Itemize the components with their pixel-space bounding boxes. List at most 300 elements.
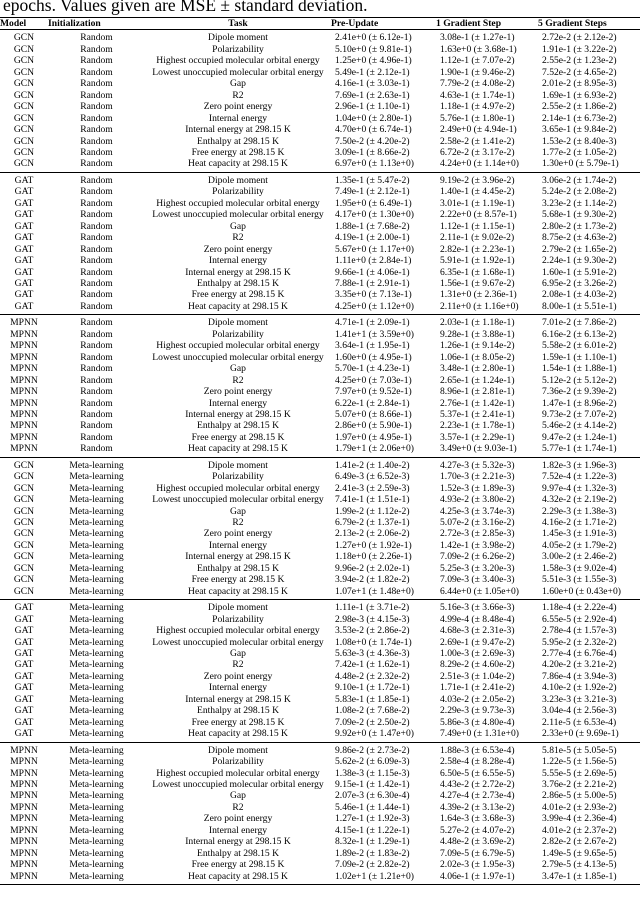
table-row [0,705,640,716]
initialization-cell: Meta-learning [69,539,124,551]
model-cell: GAT [14,648,34,660]
one-step-cell: 3.08e-1 (± 1.27e-1) [440,32,515,44]
five-steps-cell: 2.77e-4 (± 6.76e-4) [542,648,617,660]
initialization-cell: Random [80,420,113,432]
five-steps-cell: 1.49e-5 (± 9.65e-5) [542,847,617,859]
model-cell: GAT [0,172,48,186]
model-cell: GCN [13,124,35,136]
pre-update-cell: 1.08e+0 (± 1.74e-1) [335,636,412,648]
model-cell: MPNN [10,408,38,420]
pre-update-cell: 1.88e-1 (± 7.68e-2) [335,220,410,232]
five-steps-cell: 5.58e-2 (± 6.01e-2) [542,340,617,352]
initialization-cell: Random [80,443,113,455]
model-cell: MPNN [10,397,38,409]
table-row [0,813,640,824]
pre-update-cell: 5.62e-2 (± 6.09e-3) [335,756,410,768]
five-steps-cell: 1.69e-1 (± 6.93e-2) [542,89,617,101]
task-cell: Free energy at 298.15 K [191,716,285,728]
table-row [0,113,640,124]
task-cell: Enthalpy at 298.15 K [196,705,280,717]
pre-update-cell: 9.66e-1 (± 4.06e-1) [335,266,410,278]
one-step-cell: 1.64e-3 (± 3.68e-3) [440,813,515,825]
initialization-cell: Random [80,255,113,267]
task-cell: Dipole moment [145,315,331,329]
one-step-cell: 1.40e-1 (± 4.45e-2) [440,186,515,198]
task-cell: Free energy at 298.15 K [191,431,285,443]
table-row [0,742,640,756]
table-row [0,457,640,471]
table-row [0,267,640,278]
pre-update-cell: 5.49e-1 (± 2.12e-1) [335,66,410,78]
one-step-cell: 1.18e-1 (± 4.97e-2) [440,101,515,113]
five-steps-cell: 5.12e-2 (± 5.12e-2) [542,374,617,386]
five-steps-cell: 7.52e-4 (± 1.22e-3) [542,471,617,483]
model-cell: GCN [13,585,35,597]
initialization-cell: Meta-learning [69,728,124,740]
five-steps-cell: 9.47e-2 (± 1.24e-1) [542,431,617,443]
task-cell: Highest occupied molecular orbital energy [156,767,320,779]
task-cell: Highest occupied molecular orbital energy [156,625,320,637]
five-steps-cell: 6.55e-5 (± 2.92e-4) [542,613,617,625]
five-steps-cell: 4.10e-2 (± 1.92e-2) [542,682,617,694]
pre-update-cell: 1.04e+0 (± 2.80e-1) [335,112,412,124]
pre-update-cell: 1.89e-2 (± 1.83e-2) [335,847,410,859]
table-row [0,694,640,705]
one-step-cell: 4.68e-3 (± 2.31e-3) [440,625,515,637]
one-step-cell: 7.79e-2 (± 4.08e-2) [440,78,515,90]
pre-update-cell: 3.35e+0 (± 7.13e-1) [335,289,412,301]
model-cell: GAT [14,682,34,694]
task-cell: Internal energy at 298.15 K [185,693,291,705]
table-row [0,172,640,186]
task-cell: Polarizability [212,613,264,625]
five-steps-cell: 3.23e-3 (± 3.21e-3) [542,693,617,705]
initialization-cell: Random [80,397,113,409]
task-cell: Heat capacity at 298.15 K [188,443,288,455]
five-steps-cell: 3.99e-4 (± 2.36e-4) [542,813,617,825]
initialization-cell: Meta-learning [69,505,124,517]
task-cell: Internal energy at 298.15 K [185,551,291,563]
pre-update-cell: 1.08e-2 (± 7.68e-2) [335,705,410,717]
task-cell: Internal energy at 298.15 K [185,124,291,136]
five-steps-cell: 7.01e-2 (± 7.86e-2) [538,315,640,329]
model-cell: MPNN [10,859,38,871]
one-step-cell: 5.86e-3 (± 4.80e-4) [440,716,515,728]
one-step-cell: 2.69e-1 (± 9.47e-2) [440,636,515,648]
pre-update-cell: 2.41e+0 (± 6.12e-1) [335,32,412,44]
initialization-cell: Random [80,266,113,278]
one-step-cell: 3.49e+0 (± 9.03e-1) [440,443,517,455]
one-step-cell: 4.27e-4 (± 2.73e-4) [440,790,515,802]
five-steps-cell: 2.11e-5 (± 6.53e-4) [542,716,617,728]
task-cell: Gap [230,505,246,517]
five-steps-cell: 6.95e-2 (± 3.26e-2) [542,277,617,289]
table-row [0,648,640,659]
pre-update-cell: 1.07e+1 (± 1.48e+0) [335,585,414,597]
task-cell: Internal energy at 298.15 K [185,408,291,420]
one-step-cell: 2.65e-1 (± 1.24e-1) [440,374,515,386]
task-cell: Free energy at 298.15 K [191,146,285,158]
model-cell: GCN [13,32,35,44]
initialization-cell: Meta-learning [48,600,145,614]
table-row [0,790,640,801]
pre-update-cell: 7.42e-1 (± 1.62e-1) [335,659,410,671]
table-caption: epochs. Values given are MSE ± standard deviation. [3,0,368,15]
pre-update-cell: 5.46e-1 (± 1.44e-1) [335,801,410,813]
pre-update-cell: 5.83e-1 (± 1.85e-1) [335,693,410,705]
model-cell: GAT [14,613,34,625]
model-cell: MPNN [0,315,48,329]
one-step-cell: 5.07e-2 (± 3.16e-2) [440,517,515,529]
task-cell: Dipole moment [145,600,331,614]
pre-update-cell: 4.71e-1 (± 2.09e-1) [331,315,436,329]
initialization-cell: Random [80,32,113,44]
one-step-cell: 2.22e+0 (± 8.57e-1) [440,209,517,221]
task-cell: Heat capacity at 298.15 K [188,585,288,597]
task-cell: Heat capacity at 298.15 K [188,300,288,312]
one-step-cell: 7.09e-3 (± 3.40e-3) [440,574,515,586]
task-cell: Enthalpy at 298.15 K [196,562,280,574]
five-steps-cell: 1.54e-1 (± 1.88e-1) [542,363,617,375]
table-row [0,315,640,329]
one-step-cell: 1.71e-1 (± 2.41e-2) [440,682,515,694]
pre-update-cell: 1.27e-1 (± 1.92e-3) [335,813,410,825]
table-row [0,363,640,374]
table-row [0,44,640,55]
five-steps-cell: 4.05e-2 (± 1.79e-2) [542,539,617,551]
table-group [0,457,640,599]
table-row [0,540,640,551]
five-steps-cell: 4.32e-2 (± 2.19e-2) [542,494,617,506]
task-cell: R2 [232,374,244,386]
table-row [0,600,640,614]
one-step-cell: 1.63e+0 (± 3.68e-1) [440,43,517,55]
model-cell: MPNN [10,431,38,443]
five-steps-cell: 5.95e-2 (± 2.32e-2) [542,636,617,648]
five-steps-cell: 7.86e-4 (± 3.94e-3) [542,670,617,682]
model-cell: MPNN [10,801,38,813]
model-cell: MPNN [10,386,38,398]
one-step-cell: 2.82e-1 (± 2.23e-1) [440,243,515,255]
model-cell: GAT [14,300,34,312]
table-row [0,517,640,528]
one-step-cell: 1.88e-3 (± 6.53e-4) [436,742,538,756]
task-cell: Highest occupied molecular orbital energy [156,197,320,209]
five-steps-cell: 2.55e-2 (± 1.23e-2) [542,55,617,67]
initialization-cell: Random [80,66,113,78]
model-cell: GCN [13,146,35,158]
task-cell: Gap [230,78,246,90]
task-cell: R2 [232,517,244,529]
five-steps-cell: 1.53e-2 (± 8.40e-3) [542,135,617,147]
model-cell: GCN [13,89,35,101]
one-step-cell: 2.58e-2 (± 1.41e-2) [440,135,515,147]
one-step-cell: 2.23e-1 (± 1.78e-1) [440,420,515,432]
one-step-cell: 1.90e-1 (± 9.46e-2) [440,66,515,78]
table-row [0,244,640,255]
pre-update-cell: 9.96e-2 (± 2.02e-1) [335,562,410,574]
table-row [0,494,640,505]
one-step-cell: 6.50e-5 (± 6.55e-5) [440,767,515,779]
five-steps-cell: 2.01e-2 (± 8.95e-3) [542,78,617,90]
five-steps-cell: 2.29e-3 (± 1.38e-3) [542,505,617,517]
table-row [0,614,640,625]
table-row [0,625,640,636]
task-cell: Enthalpy at 298.15 K [196,420,280,432]
initialization-cell: Meta-learning [69,847,124,859]
pre-update-cell: 7.41e-1 (± 1.51e-1) [335,494,410,506]
five-steps-cell: 3.65e-1 (± 9.84e-2) [542,124,617,136]
task-cell: Internal energy [208,112,268,124]
pre-update-cell: 9.92e+0 (± 1.47e+0) [335,728,414,740]
table-row [0,278,640,289]
five-steps-cell: 2.79e-5 (± 4.13e-5) [542,859,617,871]
model-cell: GAT [14,625,34,637]
one-step-cell: 4.03e-2 (± 2.05e-2) [440,693,515,705]
initialization-cell: Random [80,55,113,67]
task-cell: Lowest unoccupied molecular orbital energy [152,351,324,363]
five-steps-cell: 4.16e-2 (± 1.71e-2) [542,517,617,529]
initialization-cell: Meta-learning [69,682,124,694]
one-step-cell: 5.25e-3 (± 3.20e-3) [440,562,515,574]
initialization-cell: Meta-learning [69,574,124,586]
pre-update-cell: 5.67e+0 (± 1.17e+0) [335,243,414,255]
one-step-cell: 4.99e-4 (± 8.48e-4) [440,613,515,625]
pre-update-cell: 1.41e+1 (± 3.59e+0) [335,328,414,340]
model-cell: GAT [14,289,34,301]
table-row [0,471,640,482]
initialization-cell: Meta-learning [48,871,145,885]
pre-update-cell: 1.79e+1 (± 2.06e+0) [335,443,414,455]
initialization-cell: Meta-learning [69,648,124,660]
task-cell: Zero point energy [203,101,273,113]
pre-update-cell: 6.49e-3 (± 6.52e-3) [335,471,410,483]
five-steps-cell: 2.86e-5 (± 5.00e-5) [542,790,617,802]
table-row [0,221,640,232]
table-row [0,756,640,767]
model-cell: GAT [14,209,34,221]
one-step-cell: 7.09e-2 (± 6.26e-2) [440,551,515,563]
task-cell: Lowest unoccupied molecular orbital energy [152,209,324,221]
initialization-cell: Random [80,135,113,147]
table-row [0,289,640,300]
task-cell: Highest occupied molecular orbital energy [156,482,320,494]
model-cell: GCN [13,574,35,586]
model-cell: GCN [13,562,35,574]
initialization-cell: Meta-learning [69,836,124,848]
one-step-cell: 1.42e-1 (± 3.98e-2) [440,539,515,551]
initialization-cell: Meta-learning [69,562,124,574]
table-row [0,386,640,397]
initialization-cell: Random [80,374,113,386]
task-cell: Dipole moment [208,32,268,44]
task-cell: Highest occupied molecular orbital energy [156,55,320,67]
one-step-cell: 1.06e-1 (± 8.05e-2) [440,351,515,363]
initialization-cell: Random [48,172,145,186]
table-row [0,409,640,420]
task-cell: Zero point energy [203,243,273,255]
pre-update-cell: 1.18e+0 (± 2.26e-1) [335,551,412,563]
five-steps-cell: 4.01e-2 (± 2.93e-2) [542,801,617,813]
table-row [0,682,640,693]
initialization-cell: Random [80,186,113,198]
five-steps-cell: 2.80e-2 (± 1.73e-2) [542,220,617,232]
task-cell: Lowest unoccupied molecular orbital energy [152,636,324,648]
task-cell: Enthalpy at 298.15 K [196,277,280,289]
table-row [0,329,640,340]
pre-update-cell: 9.86e-2 (± 2.73e-2) [331,742,436,756]
pre-update-cell: 7.97e+0 (± 9.52e-1) [335,386,412,398]
model-cell: GCN [13,158,35,170]
one-step-cell: 1.12e-1 (± 1.15e-1) [440,220,515,232]
five-steps-cell: 8.75e-2 (± 4.63e-2) [542,232,617,244]
model-cell: GCN [13,66,35,78]
one-step-cell: 2.02e-3 (± 1.95e-3) [440,859,515,871]
task-cell: Lowest unoccupied molecular orbital energy [152,779,324,790]
task-cell: Gap [230,363,246,375]
one-step-cell: 3.01e-1 (± 1.19e-1) [440,197,515,209]
five-steps-cell: 5.77e-1 (± 1.74e-1) [542,443,617,455]
table-row [0,671,640,682]
five-steps-cell: 5.51e-3 (± 1.55e-3) [542,574,617,586]
table-row [0,90,640,101]
table-row [0,551,640,562]
initialization-cell: Random [80,209,113,221]
model-cell: GCN [13,112,35,124]
task-cell: Enthalpy at 298.15 K [196,847,280,859]
table-row [0,232,640,243]
pre-update-cell: 2.13e-2 (± 2.06e-2) [335,528,410,540]
initialization-cell: Random [80,158,113,170]
model-cell: GAT [14,243,34,255]
task-cell: Zero point energy [203,386,273,398]
table-row [0,420,640,431]
model-cell: MPNN [10,836,38,848]
model-cell: MPNN [10,328,38,340]
task-cell: Internal energy at 298.15 K [185,836,291,848]
pre-update-cell: 4.70e+0 (± 6.74e-1) [335,124,412,136]
pre-update-cell: 5.10e+0 (± 9.81e-1) [335,43,412,55]
one-step-cell: 5.27e-2 (± 4.07e-2) [440,824,515,836]
task-cell: Internal energy [208,824,268,836]
pre-update-cell: 7.50e-2 (± 4.20e-2) [335,135,410,147]
task-cell: Polarizability [212,328,264,340]
table-row [0,101,640,112]
table-row [0,67,640,78]
one-step-cell: 6.44e+0 (± 1.05e+0) [440,585,519,597]
model-cell: GCN [13,43,35,55]
initialization-cell: Meta-learning [69,482,124,494]
table-group [0,172,640,314]
one-step-cell: 4.25e-3 (± 3.74e-3) [440,505,515,517]
five-steps-cell: 1.60e+0 (± 0.43e+0) [542,585,621,597]
five-steps-cell: 1.77e-2 (± 1.05e-2) [542,146,617,158]
task-cell: Internal energy [208,682,268,694]
table-row [0,717,640,728]
pre-update-cell: 1.60e+0 (± 4.95e-1) [335,351,412,363]
five-steps-cell: 1.82e-3 (± 1.96e-3) [538,457,640,471]
table-row [0,563,640,574]
task-cell: Polarizability [212,756,264,768]
five-steps-cell: 2.82e-2 (± 2.67e-2) [542,836,617,848]
table-row [0,848,640,859]
task-cell: Enthalpy at 298.15 K [196,135,280,147]
table-row [0,55,640,66]
one-step-cell: 3.48e-1 (± 2.80e-1) [440,363,515,375]
model-cell: GCN [13,471,35,483]
task-cell: Internal energy [208,397,268,409]
pre-update-cell: 3.94e-2 (± 1.82e-2) [335,574,410,586]
table-row [0,728,640,742]
five-steps-cell: 3.47e-1 (± 1.85e-1) [538,871,640,885]
five-steps-cell: 8.00e-1 (± 5.51e-1) [542,300,617,312]
initialization-cell: Random [80,340,113,352]
one-step-cell: 5.37e-1 (± 2.41e-1) [440,408,515,420]
model-cell: GAT [14,705,34,717]
table-row [0,574,640,585]
one-step-cell: 2.11e-1 (± 9.02e-2) [440,232,515,244]
model-cell: GCN [13,494,35,506]
pre-update-cell: 2.86e+0 (± 5.90e-1) [335,420,412,432]
model-cell: MPNN [10,374,38,386]
model-cell: GAT [14,220,34,232]
initialization-cell: Random [80,351,113,363]
pre-update-cell: 2.07e-3 (± 6.30e-4) [335,790,410,802]
model-cell: GAT [14,659,34,671]
one-step-cell: 4.24e+0 (± 1.14e+0) [440,158,519,170]
five-steps-cell: 4.20e-2 (± 3.21e-2) [542,659,617,671]
model-cell: MPNN [10,351,38,363]
pre-update-cell: 7.69e-1 (± 2.63e-1) [335,89,410,101]
model-cell: GAT [14,255,34,267]
table-row [0,340,640,351]
model-cell: MPNN [10,813,38,825]
table-row [0,825,640,836]
initialization-cell: Meta-learning [69,636,124,648]
five-steps-cell: 9.97e-4 (± 1.32e-3) [542,482,617,494]
pre-update-cell: 2.96e-1 (± 1.10e-1) [335,101,410,113]
pre-update-cell: 3.64e-1 (± 1.95e-1) [335,340,410,352]
five-steps-cell: 7.36e-2 (± 9.39e-2) [542,386,617,398]
five-steps-cell: 5.55e-5 (± 2.69e-5) [542,767,617,779]
initialization-cell: Random [80,124,113,136]
one-step-cell: 2.49e+0 (± 4.94e-1) [440,124,517,136]
initialization-cell: Meta-learning [69,471,124,483]
one-step-cell: 7.49e+0 (± 1.31e+0) [440,728,519,740]
table-row [0,637,640,648]
task-cell: Heat capacity at 298.15 K [188,728,288,740]
one-step-cell: 5.16e-3 (± 3.66e-3) [436,600,538,614]
five-steps-cell: 1.91e-1 (± 3.22e-2) [542,43,617,55]
header-model: Model [0,18,48,30]
five-steps-cell: 1.58e-3 (± 9.02e-4) [542,562,617,574]
five-steps-cell: 2.24e-1 (± 9.30e-2) [542,255,617,267]
initialization-cell: Meta-learning [69,693,124,705]
model-cell: GAT [14,670,34,682]
five-steps-cell: 2.55e-2 (± 1.86e-2) [542,101,617,113]
one-step-cell: 2.03e-1 (± 1.18e-1) [436,315,538,329]
pre-update-cell: 1.95e+0 (± 6.49e-1) [335,197,412,209]
model-cell: GAT [14,232,34,244]
model-cell: GCN [13,135,35,147]
one-step-cell: 4.63e-1 (± 1.74e-1) [440,89,515,101]
pre-update-cell: 4.25e+0 (± 7.03e-1) [335,374,412,386]
initialization-cell: Meta-learning [69,767,124,779]
initialization-cell: Meta-learning [69,670,124,682]
initialization-cell: Meta-learning [69,585,124,597]
five-steps-cell: 1.60e-1 (± 5.91e-2) [542,266,617,278]
model-cell: GCN [13,539,35,551]
